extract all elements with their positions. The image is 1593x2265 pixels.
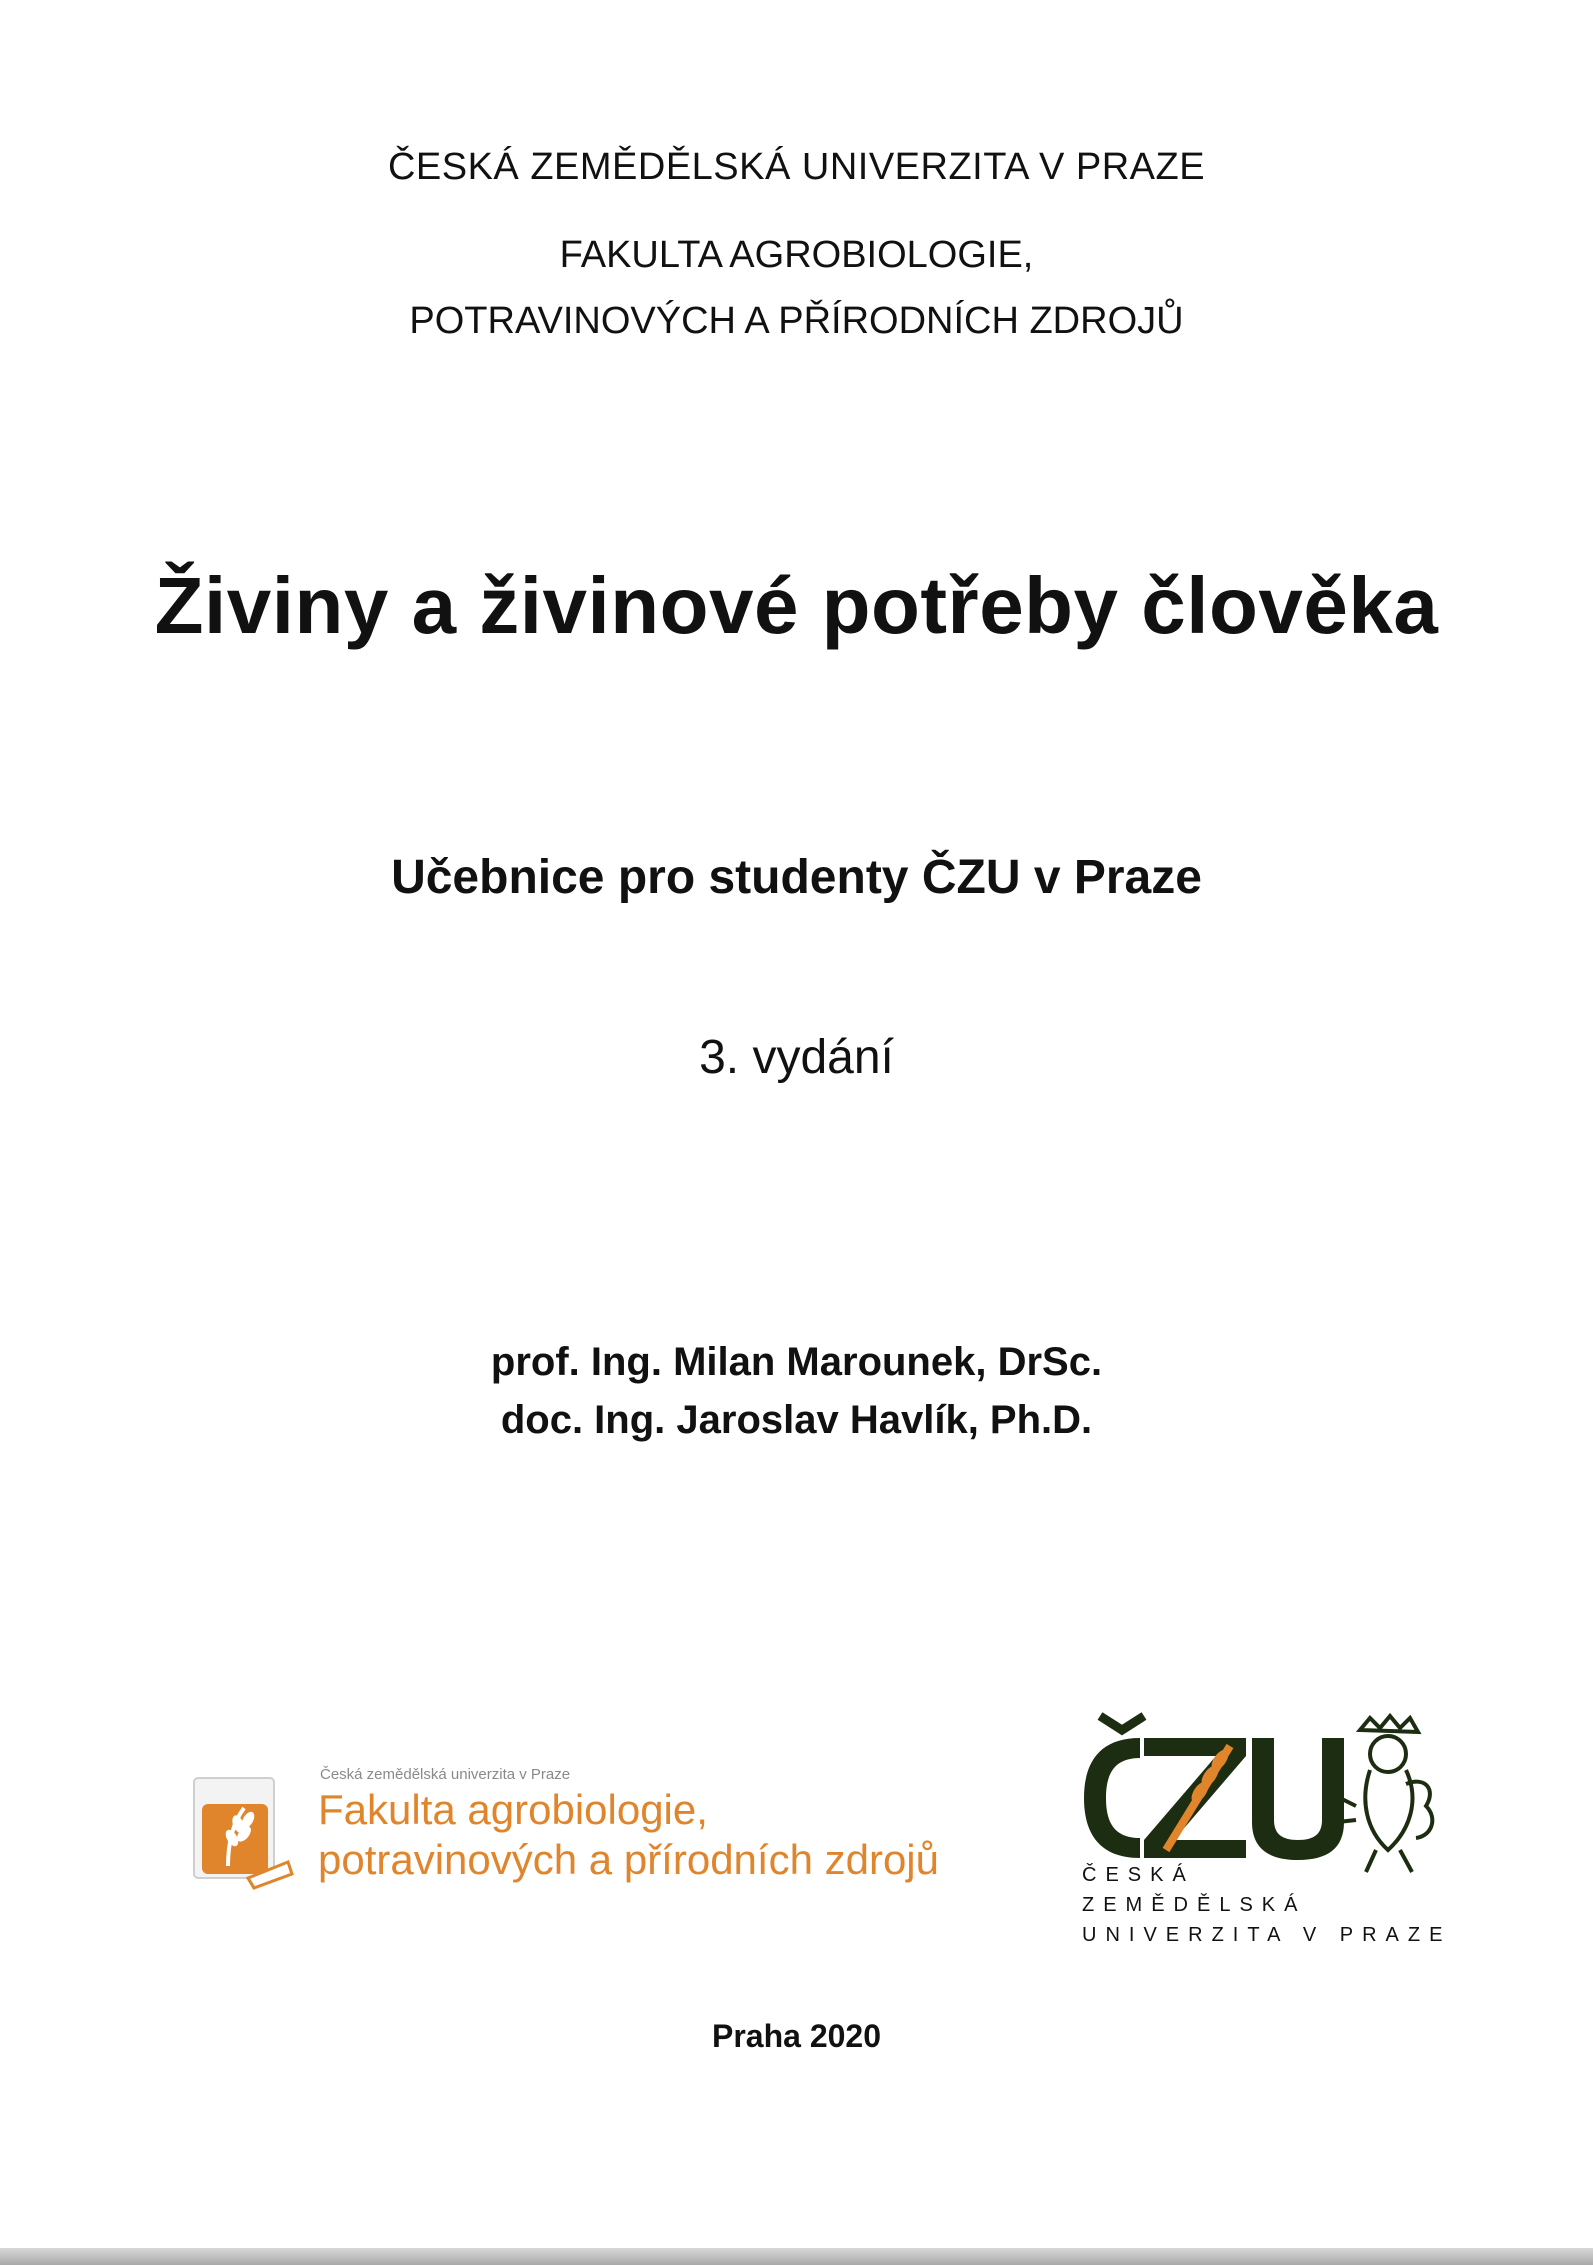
faculty-logo bbox=[188, 1760, 948, 1900]
edition-label: 3. vydání bbox=[699, 1031, 894, 1084]
university-name: ČESKÁ ZEMĚDĚLSKÁ UNIVERZITA V PRAZE bbox=[387, 146, 1206, 188]
author-2: doc. Ing. Jaroslav Havlík, Ph.D. bbox=[500, 1398, 1093, 1442]
book-subtitle: Učebnice pro studenty ČZU v Praze bbox=[391, 851, 1202, 904]
book-title: Živiny a živinové potřeby člověka bbox=[154, 561, 1439, 650]
university-logo-line3: UNIVERZITA V PRAZE bbox=[1082, 1924, 1452, 1946]
faculty-name-line1: FAKULTA AGROBIOLOGIE, bbox=[559, 234, 1034, 276]
faculty-logo-line2: potravinových a přírodních zdrojů bbox=[318, 1836, 939, 1883]
wheat-book-icon bbox=[188, 1774, 300, 1892]
imprint: Praha 2020 bbox=[711, 2018, 881, 2054]
faculty-logo-small-text: Česká zemědělská univerzita v Praze bbox=[320, 1766, 571, 1783]
author-1: prof. Ing. Milan Marounek, DrSc. bbox=[490, 1340, 1103, 1384]
scan-edge bbox=[0, 2248, 1593, 2265]
lion-icon bbox=[1338, 1716, 1432, 1872]
czu-emblem bbox=[1070, 1710, 1450, 1880]
faculty-name-line2: POTRAVINOVÝCH A PŘÍRODNÍCH ZDROJŮ bbox=[409, 300, 1184, 342]
university-logo-line1: ČESKÁ bbox=[1082, 1864, 1195, 1886]
faculty-logo-line1: Fakulta agrobiologie, bbox=[318, 1786, 708, 1833]
university-logo bbox=[1070, 1710, 1450, 1960]
university-logo-line2: ZEMĚDĚLSKÁ bbox=[1082, 1894, 1307, 1916]
